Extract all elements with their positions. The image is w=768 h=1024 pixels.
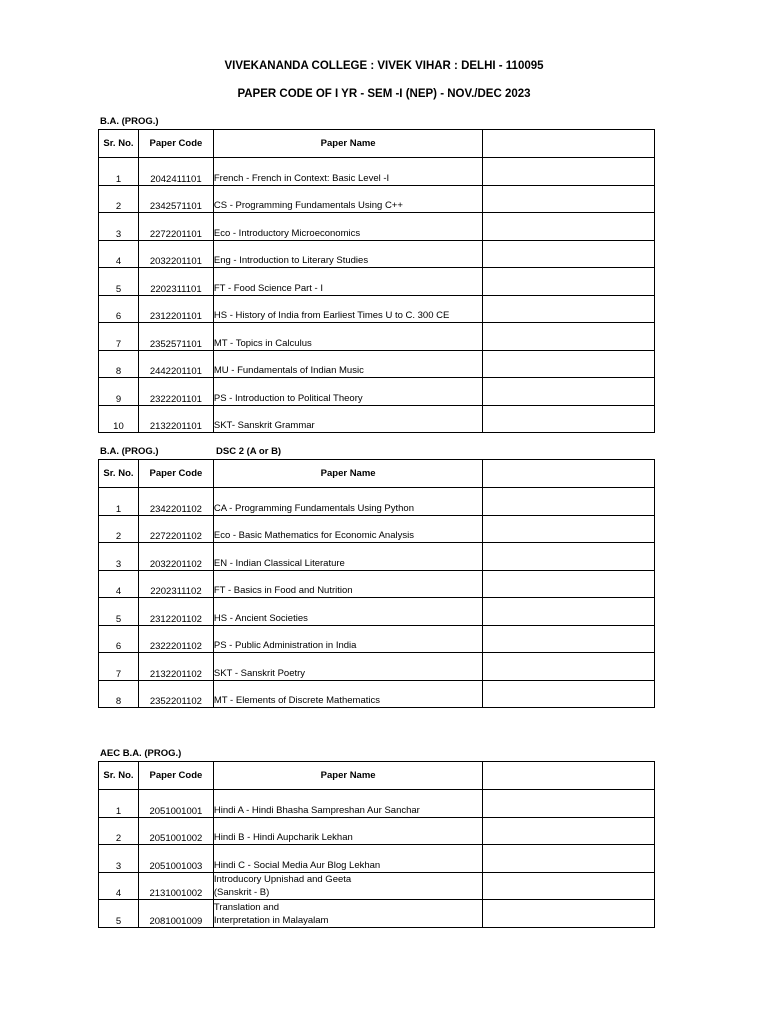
paper-name-text: Introducory Upnishad and Geeta [213,874,352,885]
sr-no-cell: 8 [99,350,139,378]
paper-name-cell [213,845,483,873]
table-row [99,323,655,351]
paper-name-cell [213,350,483,378]
table-header-row [99,130,655,158]
paper-code-cell: 2202311101 [138,268,213,296]
table-row [99,653,655,681]
blank-cell [483,515,655,543]
paper-name-cell [213,405,483,433]
paper-name-cell [213,158,483,186]
paper-name-text: CA - Programming Fundamentals Using Python [213,502,414,514]
table-row [99,543,655,571]
section-sublabel: DSC 2 (A or B) [216,446,282,457]
paper-name-cell [213,185,483,213]
table-row [99,295,655,323]
paper-code-table [98,129,655,433]
table-row [99,598,655,626]
paper-name-cell [213,900,483,928]
paper-name-text: CS - Programming Fundamentals Using C++ [213,200,403,211]
paper-name-text: SKT- Sanskrit Grammar [213,420,315,431]
paper-name-text: Hindi C - Social Media Aur Blog Lekhan [213,859,381,871]
sr-no-cell: 1 [99,158,139,186]
table-row [99,240,655,268]
paper-code-cell: 2132201101 [138,405,213,433]
header-paper-code: Paper Code [138,460,213,488]
blank-cell [483,240,655,268]
paper-code-cell: 2131001002 [138,872,213,900]
blank-cell [483,488,655,516]
paper-name-text: Eco - Basic Mathematics for Economic Analysis [213,530,414,541]
paper-name-text: HS - Ancient Societies [213,612,308,624]
table-row [99,680,655,708]
blank-cell [483,295,655,323]
table-row [99,378,655,406]
blank-cell [483,213,655,241]
table-row [99,405,655,433]
paper-code-cell: 2081001009 [138,900,213,928]
sr-no-cell: 7 [99,323,139,351]
header-sr-no: Sr. No. [99,130,139,158]
blank-cell [483,625,655,653]
table-row [99,185,655,213]
blank-cell [483,268,655,296]
paper-name-text: French - French in Context: Basic Level -I [213,172,390,184]
header-paper-code: Paper Code [138,762,213,790]
blank-cell [483,845,655,873]
header-sr-no: Sr. No. [99,460,139,488]
header-paper-name: Paper Name [213,130,483,158]
table-row [99,790,655,818]
paper-name-cell [213,378,483,406]
paper-code-cell: 2322201101 [138,378,213,406]
header-blank [483,460,655,488]
header-blank [483,762,655,790]
table-row [99,872,655,900]
paper-name-cell [213,653,483,681]
paper-code-cell: 2272201102 [138,515,213,543]
document-subtitle: PAPER CODE OF I YR - SEM -I (NEP) - NOV./DEC 2023 [237,88,531,100]
paper-name-text: Translation and [213,901,280,913]
paper-code-cell: 2051001003 [138,845,213,873]
paper-code-cell: 2322201102 [138,625,213,653]
sr-no-cell: 10 [99,405,139,433]
table-row [99,350,655,378]
sr-no-cell: 3 [99,213,139,241]
blank-cell [483,790,655,818]
table-row [99,625,655,653]
blank-cell [483,872,655,900]
blank-cell [483,185,655,213]
paper-name-text: Eng - Introduction to Literary Studies [213,255,369,266]
paper-name-text: MT - Elements of Discrete Mathematics [213,695,380,706]
sr-no-cell: 6 [99,625,139,653]
blank-cell [483,598,655,626]
paper-name-text: FT - Basics in Food and Nutrition [213,585,353,596]
table-row [99,158,655,186]
sr-no-cell: 1 [99,790,139,818]
paper-name-cell [213,790,483,818]
paper-code-cell: 2032201101 [138,240,213,268]
table-row [99,488,655,516]
table-row [99,570,655,598]
table-row [99,213,655,241]
paper-name-cell [213,323,483,351]
sr-no-cell: 6 [99,295,139,323]
paper-name-text-line2: Interpretation in Malayalam [213,914,329,926]
blank-cell [483,570,655,598]
paper-name-cell [213,817,483,845]
table-header-row [99,460,655,488]
blank-cell [483,323,655,351]
sr-no-cell: 2 [99,817,139,845]
paper-name-text: MU - Fundamentals of Indian Music [213,365,364,376]
sr-no-cell: 8 [99,680,139,708]
blank-cell [483,817,655,845]
sr-no-cell: 1 [99,488,139,516]
paper-name-text: MT - Topics in Calculus [213,337,312,349]
paper-name-text: HS - History of India from Earliest Times U to C. 300 CE [213,310,450,321]
sr-no-cell: 4 [99,570,139,598]
paper-name-text: EN - Indian Classical Literature [213,557,345,569]
paper-code-cell: 2132201102 [138,653,213,681]
paper-code-cell: 2051001001 [138,790,213,818]
paper-name-text: Eco - Introductory Microeconomics [213,227,361,239]
paper-code-cell: 2442201101 [138,350,213,378]
blank-cell [483,680,655,708]
sr-no-cell: 3 [99,543,139,571]
paper-code-cell: 2272201101 [138,213,213,241]
table-header-row [99,762,655,790]
sr-no-cell: 9 [99,378,139,406]
college-title: VIVEKANANDA COLLEGE : VIVEK VIHAR : DELHI - 110095 [224,60,544,72]
sr-no-cell: 5 [99,268,139,296]
section-label: B.A. (PROG.) [100,446,159,457]
blank-cell [483,378,655,406]
paper-name-cell [213,295,483,323]
blank-cell [483,653,655,681]
paper-name-text: SKT - Sanskrit Poetry [213,667,306,679]
paper-code-cell: 2312201102 [138,598,213,626]
paper-name-cell [213,515,483,543]
paper-code-cell: 2342571101 [138,185,213,213]
sr-no-cell: 5 [99,598,139,626]
paper-name-cell [213,872,483,900]
blank-cell [483,900,655,928]
paper-name-cell [213,680,483,708]
paper-name-text: PS - Public Administration in India [213,640,357,651]
sr-no-cell: 3 [99,845,139,873]
table-row [99,900,655,928]
paper-name-cell [213,543,483,571]
blank-cell [483,158,655,186]
paper-code-cell: 2202311102 [138,570,213,598]
blank-cell [483,350,655,378]
paper-name-cell [213,213,483,241]
paper-code-table [98,459,655,708]
paper-name-text: PS - Introduction to Political Theory [213,392,363,404]
sr-no-cell: 2 [99,185,139,213]
paper-name-cell [213,625,483,653]
sr-no-cell: 2 [99,515,139,543]
paper-name-text: Hindi B - Hindi Aupcharik Lekhan [213,832,353,843]
header-paper-name: Paper Name [213,460,483,488]
blank-cell [483,543,655,571]
table-row [99,515,655,543]
sr-no-cell: 4 [99,872,139,900]
paper-code-cell: 2051001002 [138,817,213,845]
header-blank [483,130,655,158]
table-row [99,817,655,845]
paper-name-cell [213,570,483,598]
paper-name-cell [213,240,483,268]
paper-code-cell: 2342201102 [138,488,213,516]
header-paper-code: Paper Code [138,130,213,158]
header-paper-name: Paper Name [213,762,483,790]
paper-code-table [98,761,655,928]
blank-cell [483,405,655,433]
paper-name-text: FT - Food Science Part - I [213,282,323,294]
paper-code-cell: 2352201102 [138,680,213,708]
section-label: B.A. (PROG.) [100,116,159,127]
paper-name-text-line2: (Sanskrit - B) [213,887,270,898]
sr-no-cell: 7 [99,653,139,681]
paper-code-cell: 2042411101 [138,158,213,186]
header-sr-no: Sr. No. [99,762,139,790]
paper-name-cell [213,488,483,516]
table-row [99,845,655,873]
table-row [99,268,655,296]
paper-name-cell [213,268,483,296]
paper-name-text: Hindi A - Hindi Bhasha Sampreshan Aur Sanchar [213,804,420,816]
paper-code-cell: 2032201102 [138,543,213,571]
paper-code-cell: 2352571101 [138,323,213,351]
sr-no-cell: 5 [99,900,139,928]
sr-no-cell: 4 [99,240,139,268]
paper-code-cell: 2312201101 [138,295,213,323]
paper-name-cell [213,598,483,626]
section-label: AEC B.A. (PROG.) [100,748,182,759]
